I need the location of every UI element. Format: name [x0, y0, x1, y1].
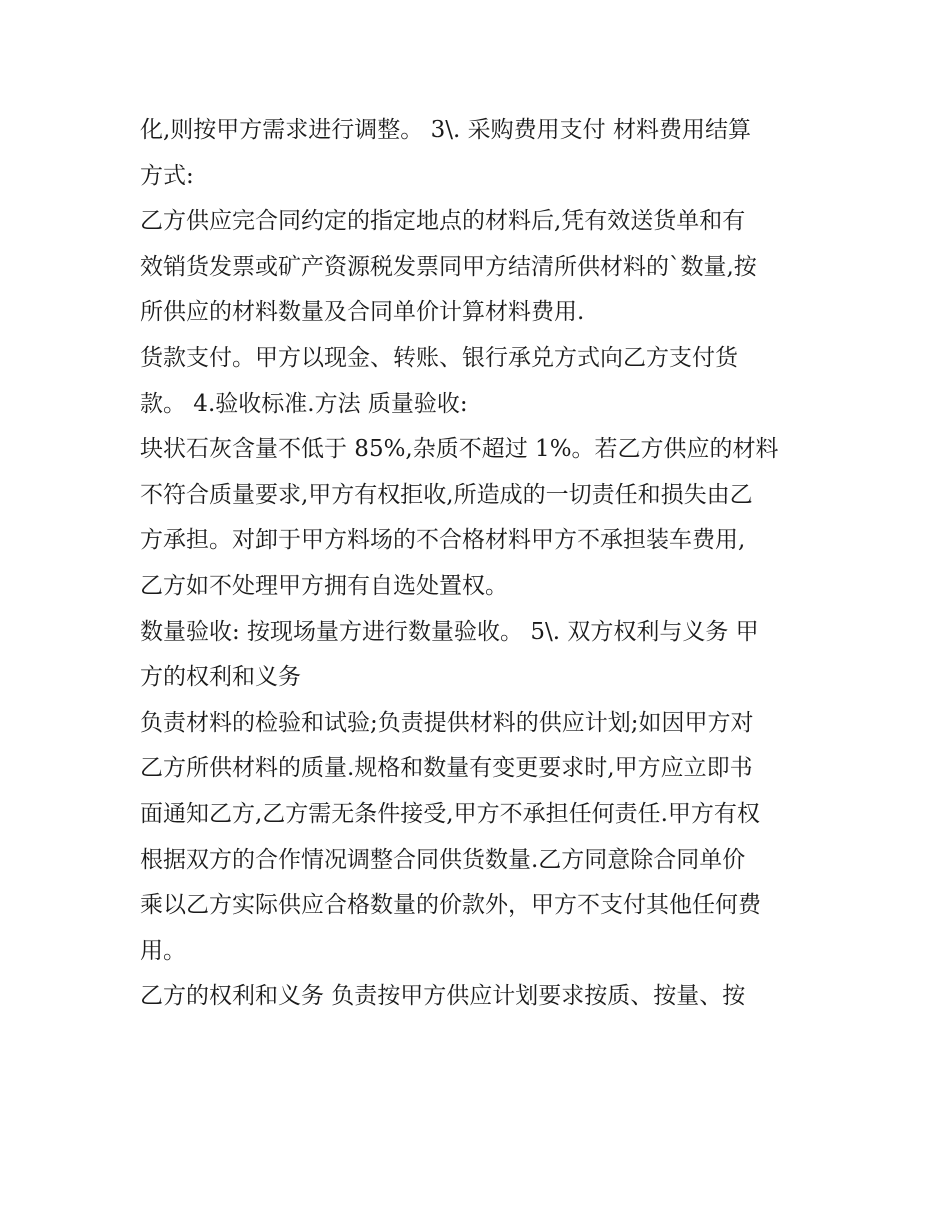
text-line: 效销货发票或矿产资源税发票同甲方结清所供材料的`数量,按 — [140, 253, 757, 280]
text-line: 方式: — [140, 162, 194, 189]
text-line: 根据双方的合作情况调整合同供货数量.乙方同意除合同单价 — [140, 846, 746, 873]
text-line: 负责材料的检验和试验;负责提供材料的供应计划;如因甲方对 — [140, 709, 754, 736]
text-line: 用。 — [140, 937, 186, 964]
text-line: 方承担。对卸于甲方料场的不合格材料甲方不承担装车费用, — [140, 527, 746, 554]
document-body — [140, 108, 820, 1020]
text-line: 乙方供应完合同约定的指定地点的材料后,凭有效送货单和有 — [140, 208, 746, 235]
text-line: 乘以乙方实际供应合格数量的价款外，甲方不支付其他任何费 — [140, 892, 761, 919]
text-line: 块状石灰含量不低于 85%,杂质不超过 1%。若乙方供应的材料 — [140, 436, 779, 463]
text-line: 面通知乙方,乙方需无条件接受,甲方不承担任何责任.甲方有权 — [140, 800, 760, 827]
text-line: 方的权利和义务 — [140, 664, 301, 691]
text-line: 不符合质量要求,甲方有权拒收,所造成的一切责任和损失由乙 — [140, 481, 753, 508]
text-line: 乙方所供材料的质量.规格和数量有变更要求时,甲方应立即书 — [140, 755, 753, 782]
text-line: 货款支付。甲方以现金、转账、银行承兑方式向乙方支付货 — [140, 344, 738, 371]
text-line: 乙方如不处理甲方拥有自选处置权。 — [140, 572, 508, 599]
text-line: 乙方的权利和义务 负责按甲方供应计划要求按质、按量、按 — [140, 983, 746, 1010]
text-line: 所供应的材料数量及合同单价计算材料费用. — [140, 299, 585, 326]
text-line: 款。 4.验收标准.方法 质量验收: — [140, 390, 468, 417]
text-line: 数量验收: 按现场量方进行数量验收。 5\. 双方权利与义务 甲 — [140, 618, 759, 645]
text-line: 化,则按甲方需求进行调整。 3\. 采购费用支付 材料费用结算 — [140, 117, 751, 143]
